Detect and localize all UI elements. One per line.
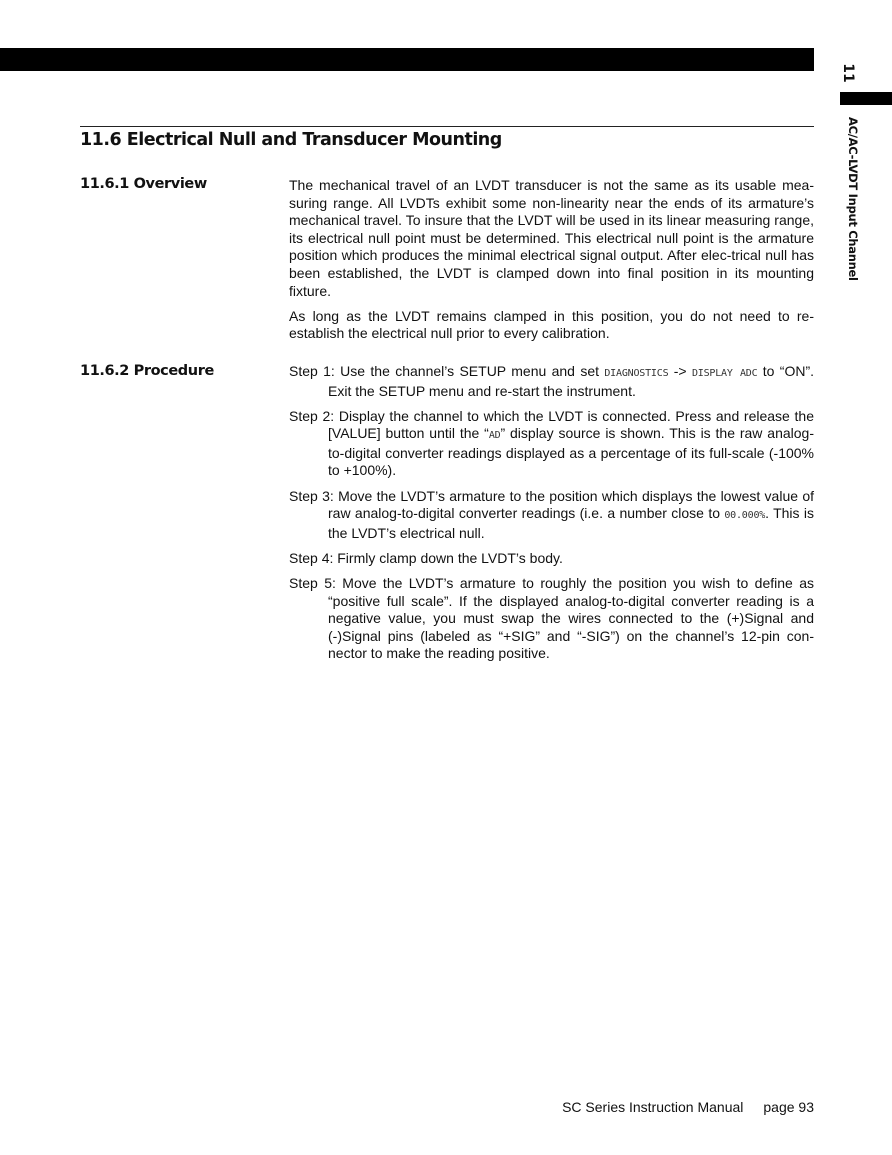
- procedure-step-3: Step 3: Move the LVDT’s armature to the position which displays the lowest value of raw analog-to-digital converter readings (i.e. a number close to 00.000%. This is the LVDT’s electrical null.: [289, 487, 814, 541]
- null-reading-code: 00.000%: [724, 510, 766, 522]
- overview-heading: 11.6.1 Overview: [80, 176, 207, 192]
- ad-display-code: AD: [488, 430, 501, 442]
- page-footer: [562, 1098, 814, 1116]
- procedure-step-1: Step 1: Use the channel’s SETUP menu and set DIAGNOSTICS -> DISPLAY ADC to “ON”. Exit the SETUP menu and re-start the instrument.: [289, 363, 815, 399]
- diagnostics-menu-code: DIAGNOSTICS: [604, 368, 669, 379]
- procedure-step-2: Step 2: Display the channel to which the LVDT is connected. Press and release the [VALUE] button until the “AD” display source is shown. This is the raw analog-to-digital converter readings displayed as a percentage of its full-scale (-100% to +100%).: [289, 407, 814, 479]
- chapter-number: 11: [840, 63, 856, 83]
- procedure-step-5: Step 5: Move the LVDT’s armature to roughly the position you wish to define as “positive full scale”. If the displayed analog-to-digital converter reading is a negative value, you must swap the wires connected to the (+)Signal and (-)Signal pins (labeled as “+SIG” and “-SIG”) on the channel’s 12-pin con-nector to make the reading positive.: [289, 574, 814, 662]
- overview-paragraph-1: The mechanical travel of an LVDT transducer is not the same as its usable mea-suring range. All LVDTs exhibit some non-linearity near the ends of its armature’s mechanical travel. To insure that the LVDT will be used in its linear measuring range, its electrical null point must be determined. This electrical null point is the armature position which produces the minimal electrical signal output. After elec-trical null has been established, the LVDT is clamped down into final position in its mounting fixture.: [289, 177, 814, 299]
- procedure-step-4: Step 4: Firmly clamp down the LVDT’s body.: [289, 549, 563, 566]
- section-heading: 11.6 Electrical Null and Transducer Mounting: [80, 130, 502, 150]
- overview-body: [289, 177, 814, 350]
- section-divider: [80, 126, 814, 127]
- display-adc-menu-code: DISPLAY ADC: [691, 368, 758, 379]
- footer-page-number: page 93: [763, 1099, 814, 1115]
- procedure-body: [289, 363, 814, 670]
- overview-paragraph-2: As long as the LVDT remains clamped in this position, you do not need to re-establish the electrical null prior to every calibration.: [289, 307, 814, 342]
- chapter-tab-marker: [840, 92, 892, 105]
- chapter-side-title: AC/AC-LVDT Input Channel: [846, 117, 860, 281]
- procedure-heading: 11.6.2 Procedure: [80, 363, 214, 379]
- footer-manual-title: SC Series Instruction Manual: [562, 1099, 744, 1115]
- header-bar: [0, 48, 814, 71]
